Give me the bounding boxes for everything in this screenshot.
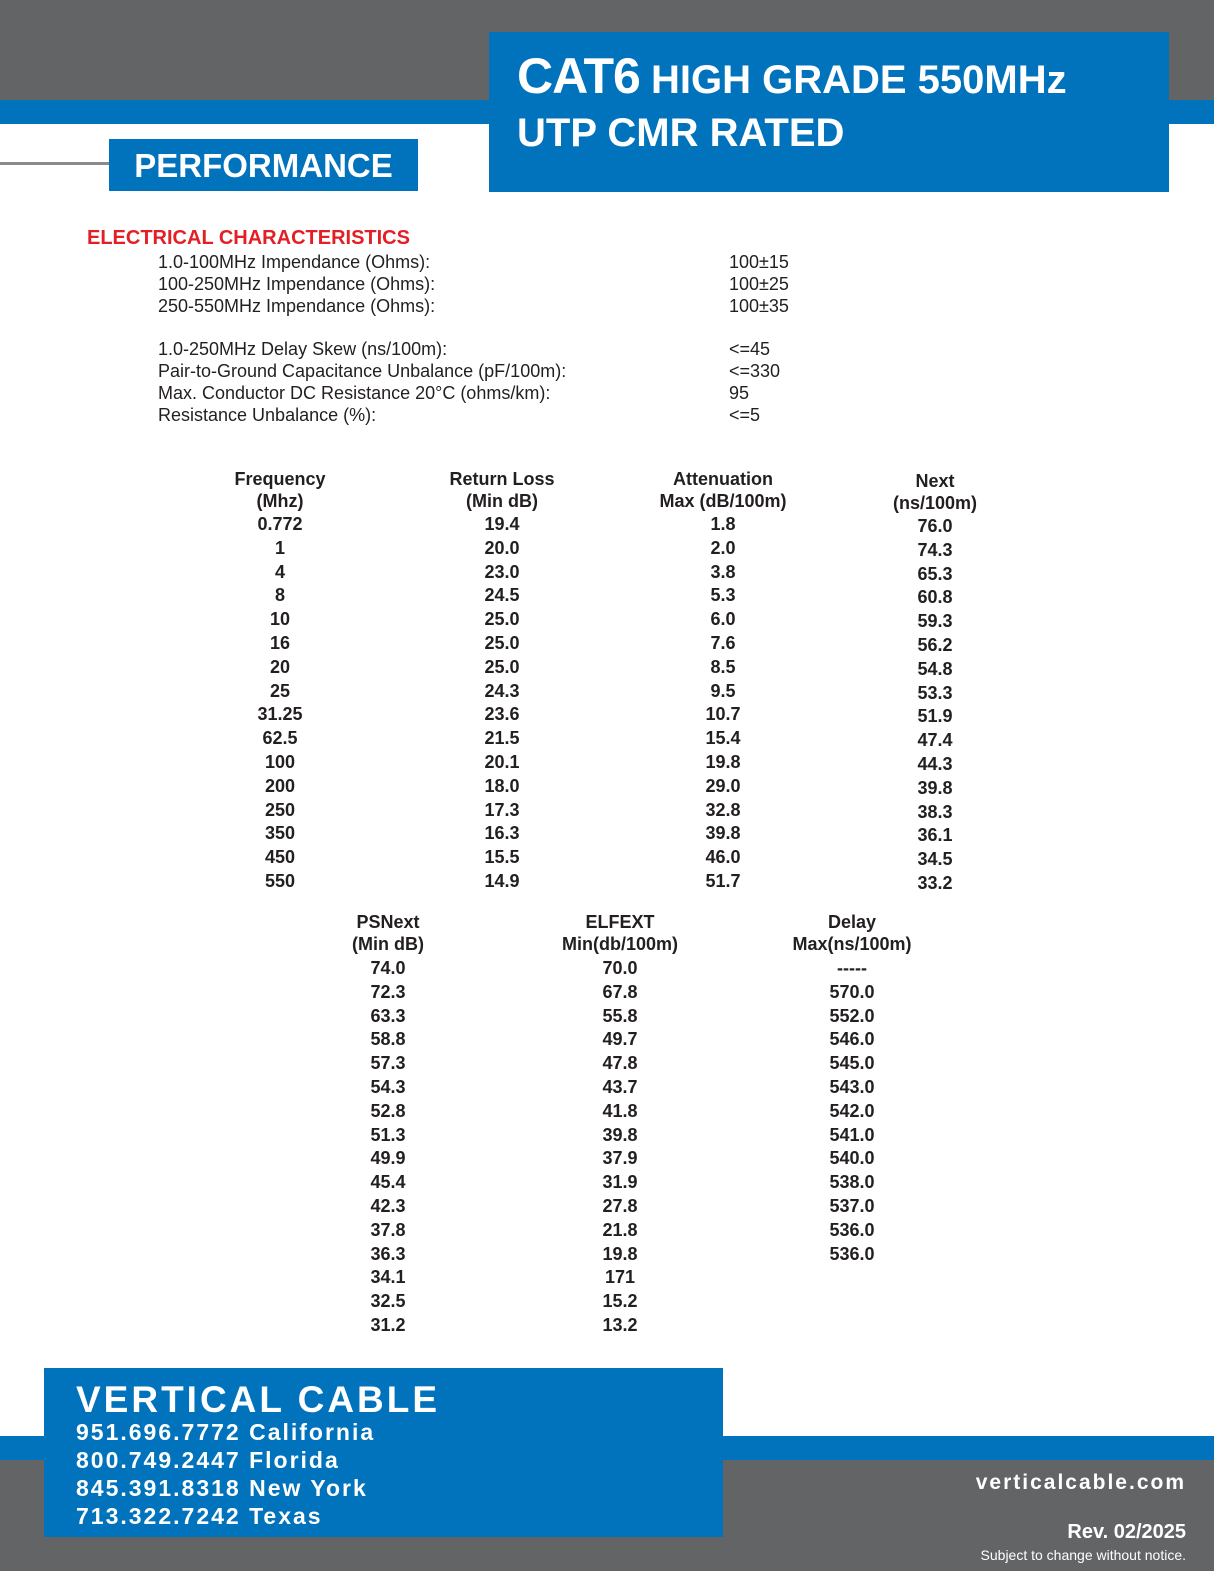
spec-label: 100-250MHz Impendance (Ohms): (158, 274, 436, 294)
table-cell: 100 (264, 752, 296, 772)
phone-new-york: 845.391.8318 New York (76, 1475, 368, 1501)
company-name: VERTICAL CABLE (76, 1379, 441, 1420)
table-cell: 54.8 (917, 658, 953, 679)
table-cell: 4 (274, 561, 285, 582)
column-unit: (Min dB) (466, 491, 538, 511)
table-cell: 0.772 (257, 514, 303, 534)
table-cell: 43.7 (602, 1077, 638, 1097)
table-cell: 39.8 (705, 823, 741, 844)
table-cell: 542.0 (829, 1100, 875, 1121)
spec-label: Resistance Unbalance (%): (158, 405, 377, 425)
table-cell: 45.4 (370, 1172, 406, 1193)
table-cell: 21.8 (602, 1219, 638, 1240)
table-cell: 57.3 (370, 1053, 406, 1074)
electrical-heading: ELECTRICAL CHARACTERISTICS (87, 227, 410, 249)
table-cell: 450 (264, 847, 296, 868)
table-cell: 543.0 (829, 1077, 875, 1097)
table-cell: 19.8 (705, 752, 741, 772)
table-cell: 536.0 (829, 1243, 875, 1264)
table-cell: 1 (274, 537, 285, 558)
table-cell: 31.25 (257, 704, 303, 725)
table-cell: 29.0 (705, 775, 741, 796)
table-cell: 25.0 (484, 609, 520, 630)
table-cell: 538.0 (829, 1172, 875, 1193)
table-cell: 6.0 (710, 609, 736, 630)
table-cell: 24.5 (484, 585, 520, 606)
title-box (489, 32, 1169, 192)
title-rest: HIGH GRADE 550MHz (639, 58, 1067, 102)
column-header: Delay (827, 912, 877, 932)
column-unit: (Mhz) (256, 491, 304, 511)
table-cell: 16.3 (484, 823, 520, 844)
column-header: Attenuation (673, 469, 773, 489)
table-cell: 10.7 (705, 704, 741, 725)
table-cell: 20 (269, 656, 291, 677)
table-cell: 17.3 (484, 799, 520, 820)
table-cell: 24.3 (484, 680, 520, 701)
website-link[interactable]: verticalcable.com (975, 1471, 1186, 1494)
spec-label: Max. Conductor DC Resistance 20°C (ohms/km): (158, 383, 551, 403)
spec-label: 1.0-250MHz Delay Skew (ns/100m): (158, 339, 448, 359)
revision-label: Rev. 02/2025 (1067, 1521, 1186, 1543)
table-cell: 65.3 (917, 563, 953, 584)
table-cell: 39.8 (602, 1124, 638, 1145)
spec-value: 100±25 (729, 274, 789, 294)
table-cell: 51.3 (370, 1124, 406, 1145)
spec-value: 95 (729, 383, 750, 403)
table-cell: 570.0 (829, 981, 875, 1002)
table-cell: 171 (604, 1267, 636, 1288)
column-header: Return Loss (449, 469, 555, 489)
disclaimer: Subject to change without notice. (980, 1547, 1186, 1563)
table-cell: 62.5 (262, 728, 298, 749)
title-cat: CAT6 (517, 48, 640, 104)
column-header: Frequency (234, 469, 326, 489)
table-cell: 39.8 (917, 777, 953, 798)
column-header: Next (915, 471, 955, 491)
table-cell: 550 (264, 871, 296, 891)
table-cell: 42.3 (370, 1196, 406, 1216)
spec-label: 1.0-100MHz Impendance (Ohms): (158, 252, 431, 272)
table-cell: 23.6 (484, 704, 520, 725)
table-cell: 32.8 (705, 799, 741, 820)
table-cell: 250 (264, 799, 296, 820)
table-cell: 36.1 (917, 825, 953, 846)
table-cell: 41.8 (602, 1100, 638, 1121)
section-divider-line (0, 162, 110, 165)
table-cell: 31.9 (602, 1172, 638, 1193)
table-cell: ----- (837, 958, 867, 978)
table-cell: 34.1 (370, 1267, 406, 1288)
table-cell: 21.5 (484, 728, 520, 749)
column-unit: Max (dB/100m) (659, 491, 787, 511)
table-cell: 38.3 (917, 801, 953, 822)
table-cell: 20.0 (484, 537, 520, 558)
spec-value: 100±35 (729, 296, 789, 316)
table-cell: 31.2 (370, 1315, 406, 1335)
table-cell: 33.2 (917, 873, 953, 893)
table-cell: 8 (274, 585, 285, 606)
table-cell: 44.3 (917, 754, 953, 774)
table-cell: 13.2 (602, 1315, 638, 1335)
table-cell: 53.3 (917, 682, 953, 703)
table-cell: 25.0 (484, 633, 520, 653)
table-cell: 537.0 (829, 1196, 875, 1216)
column-unit: Max(ns/100m) (792, 934, 912, 954)
column-unit: (ns/100m) (892, 493, 978, 513)
table-cell: 55.8 (602, 1005, 638, 1026)
table-cell: 37.9 (602, 1148, 638, 1169)
table-cell: 32.5 (370, 1291, 406, 1312)
table-cell: 15.4 (705, 728, 741, 749)
table-cell: 52.8 (370, 1100, 406, 1121)
table-cell: 18.0 (484, 775, 520, 796)
table-cell: 27.8 (602, 1196, 638, 1216)
table-cell: 76.0 (917, 516, 953, 536)
table-cell: 58.8 (370, 1029, 406, 1050)
table-cell: 19.4 (484, 514, 520, 534)
table-cell: 5.3 (710, 585, 736, 606)
column-unit: Min(db/100m) (561, 934, 678, 954)
table-cell: 51.7 (705, 871, 741, 891)
table-cell: 72.3 (370, 981, 406, 1002)
table-cell: 63.3 (370, 1005, 406, 1026)
table-cell: 1.8 (710, 514, 736, 534)
table-cell: 20.1 (484, 752, 520, 772)
table-cell: 16 (269, 633, 291, 653)
spec-value: 100±15 (729, 252, 789, 272)
table-cell: 74.0 (370, 958, 406, 978)
table-cell: 23.0 (484, 561, 520, 582)
table-cell: 25 (269, 680, 291, 701)
table-cell: 546.0 (829, 1029, 875, 1050)
table-cell: 46.0 (705, 847, 741, 868)
table-cell: 350 (264, 823, 296, 844)
table-cell: 60.8 (917, 587, 953, 608)
table-cell: 15.2 (602, 1291, 638, 1312)
spec-label: 250-550MHz Impendance (Ohms): (158, 296, 436, 316)
column-header: PSNext (356, 912, 420, 932)
table-cell: 36.3 (370, 1243, 406, 1264)
table-cell: 67.8 (602, 981, 638, 1002)
table-cell: 10 (269, 609, 291, 630)
spec-value: <=45 (729, 339, 771, 359)
table-cell: 200 (264, 775, 296, 796)
spec-value: <=5 (729, 405, 761, 425)
contact-box (44, 1368, 723, 1537)
table-cell: 34.5 (917, 849, 953, 870)
section-badge-performance: PERFORMANCE (109, 139, 418, 191)
spec-value: <=330 (729, 361, 781, 381)
table-cell: 541.0 (829, 1124, 875, 1145)
table-cell: 54.3 (370, 1077, 406, 1097)
table-cell: 2.0 (710, 537, 736, 558)
page-subtitle: UTP CMR RATED (517, 111, 845, 155)
table-cell: 70.0 (602, 958, 638, 978)
table-cell: 15.5 (484, 847, 520, 868)
table-cell: 47.8 (602, 1053, 638, 1074)
table-cell: 536.0 (829, 1219, 875, 1240)
table-cell: 19.8 (602, 1243, 638, 1264)
table-cell: 552.0 (829, 1005, 875, 1026)
table-cell: 9.5 (710, 680, 736, 701)
table-cell: 540.0 (829, 1148, 875, 1169)
table-cell: 7.6 (710, 633, 736, 653)
phone-texas: 713.322.7242 Texas (76, 1503, 323, 1529)
table-cell: 49.9 (370, 1148, 406, 1169)
table-cell: 59.3 (917, 611, 953, 632)
table-cell: 74.3 (917, 539, 953, 560)
phone-florida: 800.749.2447 Florida (76, 1447, 340, 1473)
column-header: ELFEXT (585, 912, 655, 932)
spec-label: Pair-to-Ground Capacitance Unbalance (pF/100m): (158, 361, 567, 381)
table-cell: 37.8 (370, 1219, 406, 1240)
table-cell: 25.0 (484, 656, 520, 677)
column-unit: (Min dB) (352, 934, 424, 954)
table-cell: 49.7 (602, 1029, 638, 1050)
phone-california: 951.696.7772 California (76, 1419, 376, 1445)
table-cell: 56.2 (917, 635, 953, 655)
table-cell: 3.8 (710, 561, 736, 582)
table-cell: 8.5 (710, 656, 736, 677)
table-cell: 51.9 (917, 706, 953, 727)
table-cell: 14.9 (484, 871, 520, 891)
table-cell: 47.4 (917, 730, 953, 751)
table-cell: 545.0 (829, 1053, 875, 1074)
